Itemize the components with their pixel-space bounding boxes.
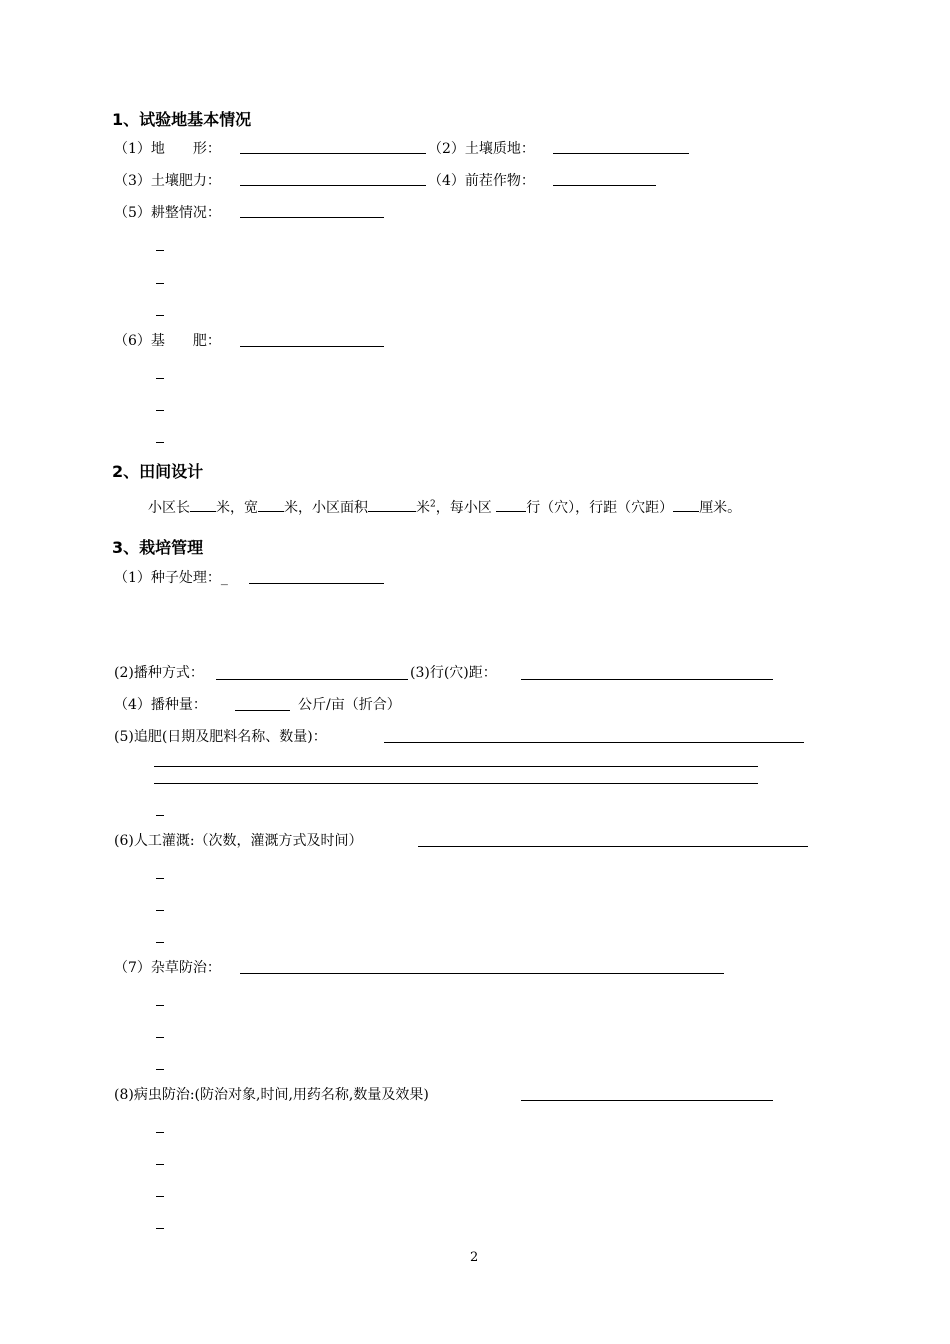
blank-line-mark	[156, 815, 164, 816]
tillage-field[interactable]	[240, 217, 384, 218]
section2-heading: 2、田间设计	[112, 462, 204, 481]
terrain-label: （1）地 形：	[114, 141, 221, 157]
blank-line-mark	[156, 1132, 164, 1133]
plot-design-text	[148, 497, 741, 517]
rows-per-plot-field[interactable]	[496, 499, 526, 512]
previous-crop-field[interactable]	[553, 185, 656, 186]
plot-length-field[interactable]	[190, 499, 216, 512]
blank-line-mark	[156, 1069, 164, 1070]
page-number: 2	[470, 1250, 479, 1265]
topdressing-field[interactable]	[384, 742, 804, 743]
sowing-rate-field[interactable]	[235, 710, 290, 711]
base-fertilizer-field[interactable]	[240, 346, 384, 347]
terrain-field[interactable]	[240, 153, 426, 154]
blank-line-mark	[156, 1037, 164, 1038]
blank-line-mark	[156, 910, 164, 911]
seed-treatment-label: （1）种子处理：_	[114, 570, 228, 586]
rows-per-plot-label: ，每小区	[435, 500, 497, 516]
area-unit: 米	[416, 500, 430, 516]
topdressing-field-line3[interactable]	[154, 783, 758, 784]
sowing-rate-unit: 公斤/亩（折合）	[298, 697, 401, 713]
section1-heading: 1、试验地基本情况	[112, 110, 252, 129]
sowing-rate-label: （4）播种量：	[114, 697, 207, 713]
base-fertilizer-label: （6）基 肥：	[114, 333, 221, 349]
plot-area-label: 米，小区面积	[284, 500, 368, 516]
weed-control-field[interactable]	[240, 973, 724, 974]
blank-line-mark	[156, 878, 164, 879]
soil-fertility-label: （3）土壤肥力：	[114, 173, 221, 189]
row-spacing-field[interactable]	[521, 679, 773, 680]
weed-control-label: （7）杂草防治：	[114, 960, 221, 976]
soil-fertility-field[interactable]	[240, 185, 426, 186]
plot-length-label: 小区长	[148, 500, 190, 516]
plot-width-field[interactable]	[258, 499, 284, 512]
blank-line-mark	[156, 1228, 164, 1229]
irrigation-field[interactable]	[418, 846, 808, 847]
blank-line-mark	[156, 942, 164, 943]
blank-line-mark	[156, 378, 164, 379]
soil-texture-label: （2）土壤质地：	[428, 141, 535, 157]
blank-line-mark	[156, 442, 164, 443]
plot-area-field[interactable]	[368, 499, 416, 512]
irrigation-label: (6)人工灌溉:（次数，灌溉方式及时间）	[114, 833, 363, 849]
section3-heading: 3、栽培管理	[112, 538, 204, 557]
spacing-unit: 厘米。	[699, 500, 742, 516]
seed-treatment-field[interactable]	[249, 583, 384, 584]
row-spacing-field[interactable]	[673, 499, 699, 512]
sowing-method-field[interactable]	[216, 679, 408, 680]
tillage-label: （5）耕整情况：	[114, 205, 221, 221]
blank-line-mark	[156, 315, 164, 316]
row-spacing-label: 行（穴），行距（穴距）	[526, 500, 674, 516]
row-spacing-label: (3)行(穴)距：	[410, 665, 497, 681]
soil-texture-field[interactable]	[553, 153, 689, 154]
previous-crop-label: （4）前茬作物：	[428, 173, 535, 189]
blank-line-mark	[156, 1196, 164, 1197]
sowing-method-label: (2)播种方式：	[114, 665, 204, 681]
pest-control-field[interactable]	[521, 1100, 773, 1101]
blank-line-mark	[156, 1164, 164, 1165]
blank-line-mark	[156, 410, 164, 411]
plot-width-label: 米，宽	[216, 500, 258, 516]
pest-control-label: (8)病虫防治:(防治对象,时间,用药名称,数量及效果)	[114, 1087, 429, 1103]
blank-line-mark	[156, 250, 164, 251]
blank-line-mark	[156, 283, 164, 284]
topdressing-field-line2[interactable]	[154, 766, 758, 767]
blank-line-mark	[156, 1005, 164, 1006]
area-unit-superscript: 2	[430, 499, 436, 510]
topdressing-label: (5)追肥(日期及肥料名称、数量)：	[114, 729, 327, 745]
